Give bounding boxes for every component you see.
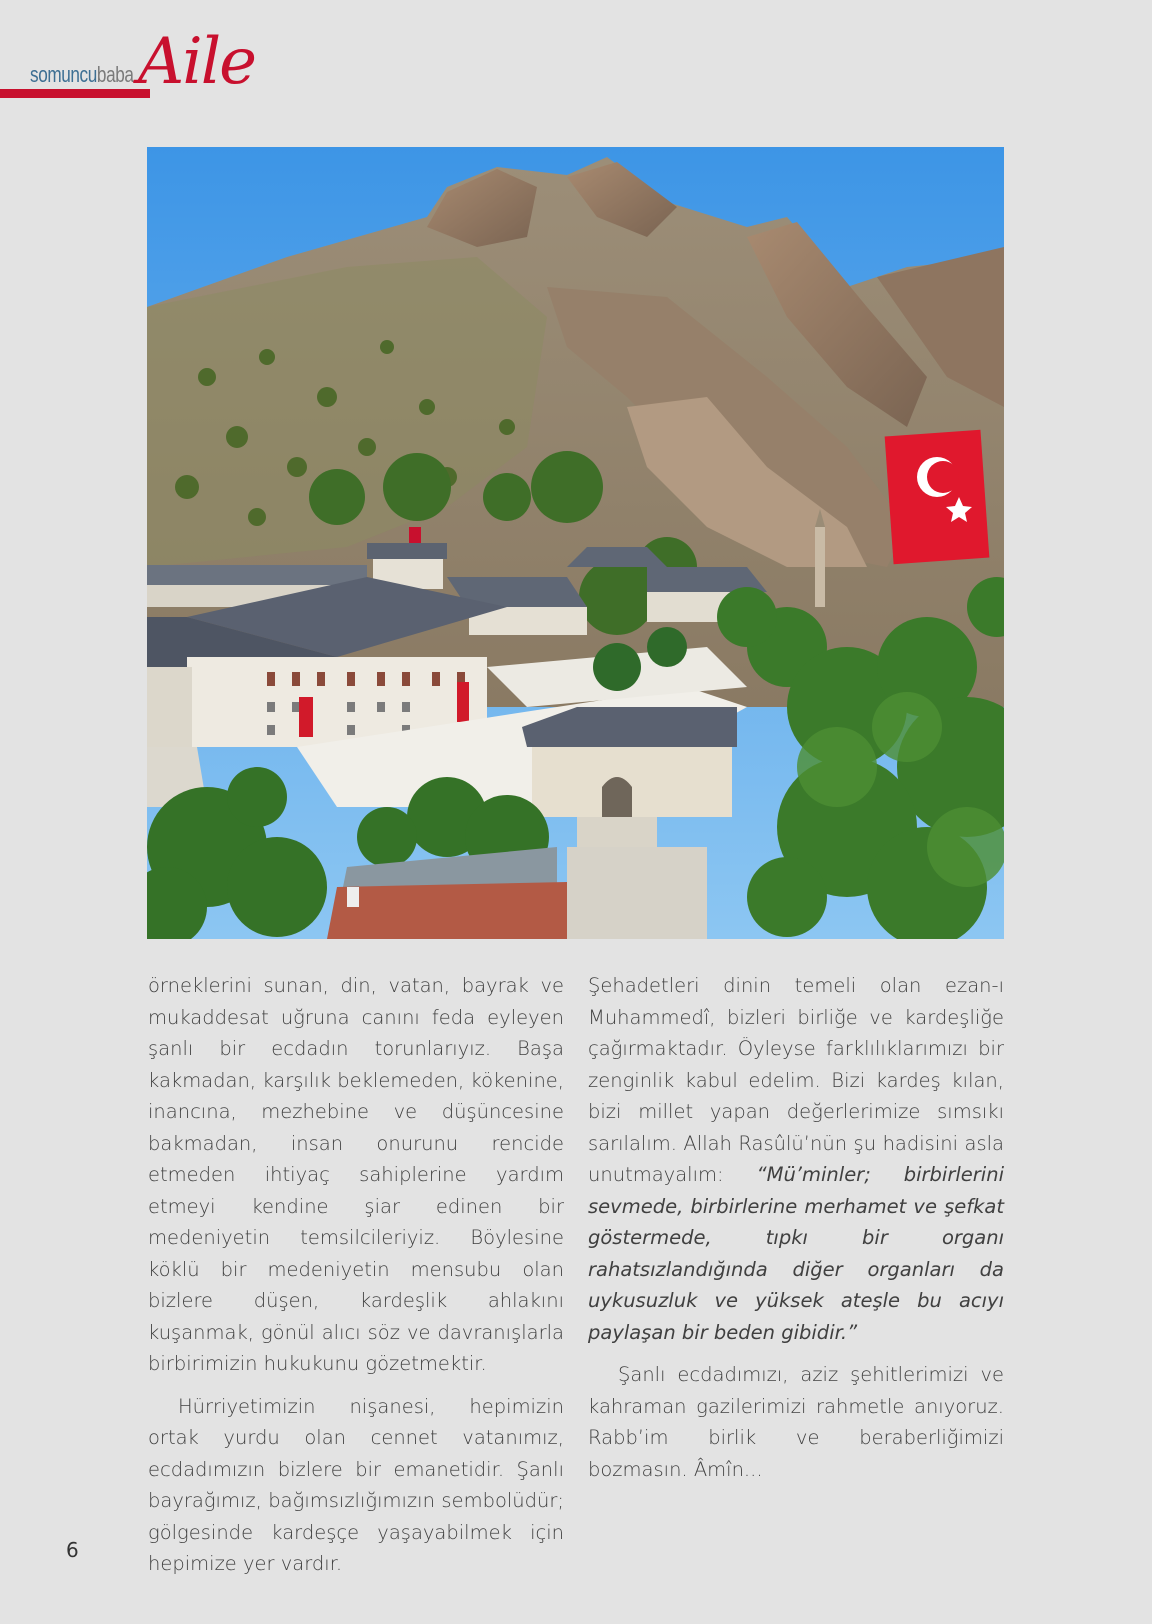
paragraph: Hürriyetimizin nişanesi, hepimizin ortak yurdu olan cennet vatanımız, ecdadımızın bizlere bir emanetidir. Şanlı bayrağımız, bağımsızlığımızın sembolüdür; gölgesinde kardeşçe yaşayabilmek için hepimize yer vardır. <box>148 1394 564 1575</box>
brand-logo-text <box>30 62 134 88</box>
paragraph: örneklerini sunan, din, vatan, bayrak ve mukaddesat uğruna canını feda eyleyen şanlı bir ecdadın torunlarıyız. Başa kakmadan, karşılık beklemeden, kökenine, inancına, mezhebine ve düşüncesine bakmadan, insan onurunu rencide etmeden ihtiyaç sahiplerine yardım etmeyi kendine şiar edinen bir medeniyetin temsilcileriyiz. Böylesine köklü bir medeniyetin mensubu olan bizlere düşen, kardeşlik ahlakını kuşanmak, gönül alıcı söz ve davranışlarla birbirimizin hukukunu gözetmektir. <box>148 974 564 1375</box>
paragraph-text: Şehadetleri dinin temeli olan ezan-ı Muhammedî, bizleri birliğe ve kardeşliğe çağırmaktadır. Öyleyse farklılıklarımızı bir zenginlik kabul edelim. Bizi kardeş kılan, bizi millet yapan değerlerimize sımsıkı sarılalım. Allah Rasûlü’nün şu hadisini asla unutmayalım: <box>588 974 1004 1186</box>
paragraph <box>588 970 1004 1348</box>
brand-part1: somuncu <box>30 62 97 87</box>
paragraph: Şanlı ecdadımızı, aziz şehitlerimizi ve kahraman gazilerimizi rahmetle anıyoruz. Rabb’im birlik ve beraberliğimizi bozmasın. Âmîn... <box>588 1363 1004 1481</box>
logo-red-bar <box>0 89 150 98</box>
aerial-photo <box>147 147 1004 939</box>
brand-script-aile: Aile <box>138 25 256 99</box>
brand-part2: baba <box>96 62 134 87</box>
page-number: 6 <box>66 1538 79 1562</box>
article-right-column <box>588 970 1004 1485</box>
turkish-flag-large <box>885 430 990 564</box>
article-left-column <box>148 970 564 1580</box>
photo-illustration <box>147 147 1004 939</box>
hadith-quote: “Mü’minler; birbirlerini sevmede, birbirlerine merhamet ve şefkat göstermede, tıpkı bir organı rahatsızlandığında diğer organları da uykusuzluk ve yüksek ateşle bu acıyı paylaşan bir beden gibidir.” <box>588 1163 1004 1344</box>
